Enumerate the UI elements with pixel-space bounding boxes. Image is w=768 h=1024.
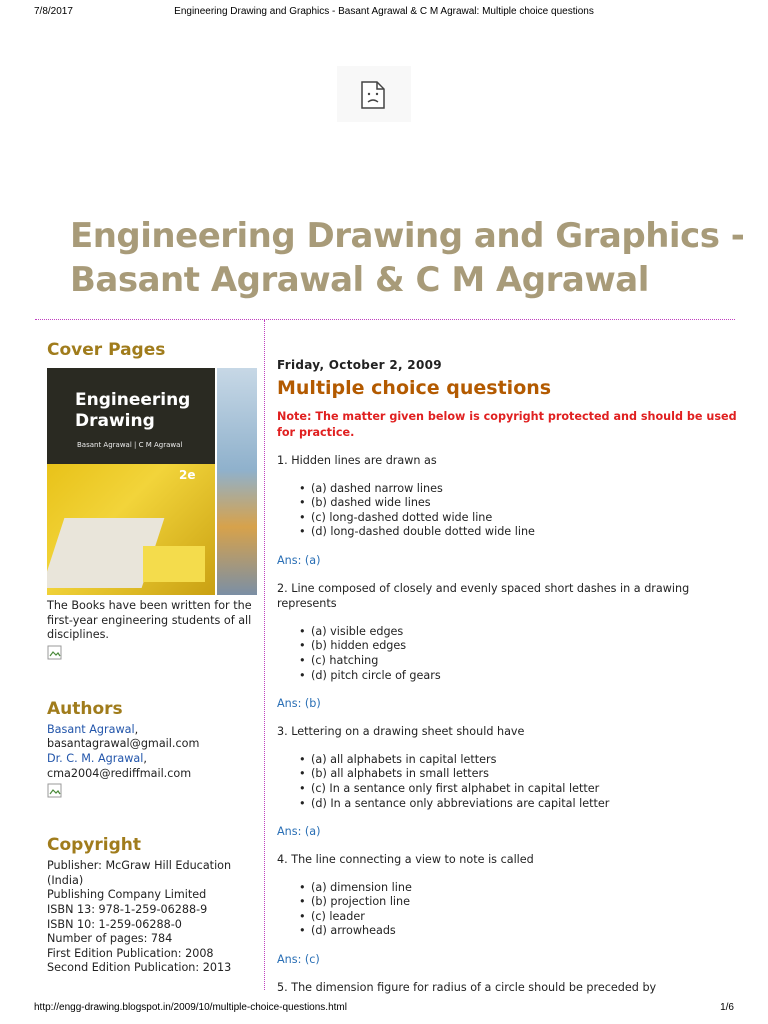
- broken-image-icon: [359, 80, 387, 110]
- option: • (a) visible edges: [299, 625, 742, 640]
- option-list: [277, 881, 742, 939]
- print-footer: [0, 1000, 768, 1016]
- sidebar: [47, 340, 257, 976]
- print-date: 7/8/2017: [34, 6, 73, 17]
- option: • (c) hatching: [299, 654, 742, 669]
- copyright-line: Publisher: McGraw Hill Education (India): [47, 859, 232, 887]
- book-cover-image[interactable]: [47, 368, 215, 595]
- option: • (c) long-dashed dotted wide line: [299, 511, 742, 526]
- author-email: basantagrawal@gmail.com: [47, 737, 200, 751]
- broken-image: [337, 66, 411, 122]
- authors-heading: Authors: [47, 698, 123, 719]
- copyright-line: Second Edition Publication: 2013: [47, 961, 232, 975]
- author-email: cma2004@rediffmail.com: [47, 766, 192, 780]
- option-list: [277, 753, 742, 811]
- option: • (d) pitch circle of gears: [299, 669, 742, 684]
- option: • (a) dimension line: [299, 881, 742, 896]
- divider: [35, 319, 735, 320]
- copyright-line: ISBN 13: 978-1-259-06288-9: [47, 902, 208, 916]
- copyright-line: ISBN 10: 1-259-06288-0: [47, 917, 182, 931]
- copyright-line: First Edition Publication: 2008: [47, 946, 214, 960]
- option: • (d) long-dashed double dotted wide line: [299, 525, 742, 540]
- copyright-note: Note: The matter given below is copyright protected and should be used for practice.: [277, 410, 737, 439]
- author-link-cm[interactable]: Dr. C. M. Agrawal: [47, 751, 144, 765]
- option: • (b) dashed wide lines: [299, 496, 742, 511]
- answer: Ans: (a): [277, 553, 321, 567]
- copyright-info: [47, 859, 257, 976]
- option-list: [277, 625, 742, 683]
- cover-pages-heading: Cover Pages: [47, 340, 166, 360]
- option: • (c) In a sentance only first alphabet in capital letter: [299, 782, 742, 797]
- option: • (a) all alphabets in capital letters: [299, 753, 742, 768]
- post: [277, 358, 742, 1009]
- answer: Ans: (c): [277, 953, 320, 966]
- print-page-title: Engineering Drawing and Graphics - Basant Agrawal & C M Agrawal: Multiple choice questions: [174, 6, 594, 17]
- answer: Ans: (a): [277, 825, 321, 839]
- question: 1. Hidden lines are drawn as: [277, 454, 437, 467]
- cover-caption: The Books have been written for the first-year engineering students of all disciplines.: [47, 599, 252, 642]
- option: • (c) leader: [299, 910, 742, 925]
- copyright-line: Number of pages: 784: [47, 932, 173, 946]
- answer: Ans: (b): [277, 697, 321, 711]
- copyright-line: Publishing Company Limited: [47, 888, 207, 902]
- post-date: Friday, October 2, 2009: [277, 358, 442, 372]
- column-divider: [264, 320, 265, 990]
- authors-list: Basant Agrawal, basantagrawal@gmail.com Dr. C. M. Agrawal, cma2004@rediffmail.com: [47, 723, 257, 781]
- book-cover-title: Engineering Drawing: [75, 390, 191, 431]
- question: 2. Line composed of closely and evenly spaced short dashes in a drawing represents: [277, 581, 690, 611]
- option: • (b) all alphabets in small letters: [299, 767, 742, 782]
- broken-image-icon: [47, 645, 63, 661]
- copyright-heading: Copyright: [47, 835, 142, 856]
- option: • (d) arrowheads: [299, 924, 742, 939]
- author-link-basant[interactable]: Basant Agrawal: [47, 722, 135, 736]
- second-cover-image[interactable]: [217, 368, 257, 595]
- option: • (d) In a sentance only abbreviations are capital letter: [299, 797, 742, 812]
- book-cover-authors: Basant Agrawal | C M Agrawal: [77, 441, 183, 449]
- broken-image-icon: [47, 783, 63, 799]
- print-url: http://engg-drawing.blogspot.in/2009/10/multiple-choice-questions.html: [34, 1002, 347, 1013]
- print-page-number: 1/6: [720, 1002, 734, 1013]
- option-list: [277, 482, 742, 540]
- option: • (b) hidden edges: [299, 639, 742, 654]
- post-title[interactable]: Multiple choice questions: [277, 377, 552, 399]
- question: 5. The dimension figure for radius of a circle should be preceded by: [277, 981, 657, 994]
- question: 3. Lettering on a drawing sheet should have: [277, 725, 525, 739]
- book-cover-edition: 2e: [179, 468, 196, 482]
- option: • (b) projection line: [299, 895, 742, 910]
- blog-title[interactable]: Engineering Drawing and Graphics - Basant Agrawal & C M Agrawal: [70, 216, 745, 300]
- print-header: [0, 4, 768, 20]
- question: 4. The line connecting a view to note is called: [277, 853, 534, 867]
- option: • (a) dashed narrow lines: [299, 482, 742, 497]
- cover-images: [47, 368, 257, 595]
